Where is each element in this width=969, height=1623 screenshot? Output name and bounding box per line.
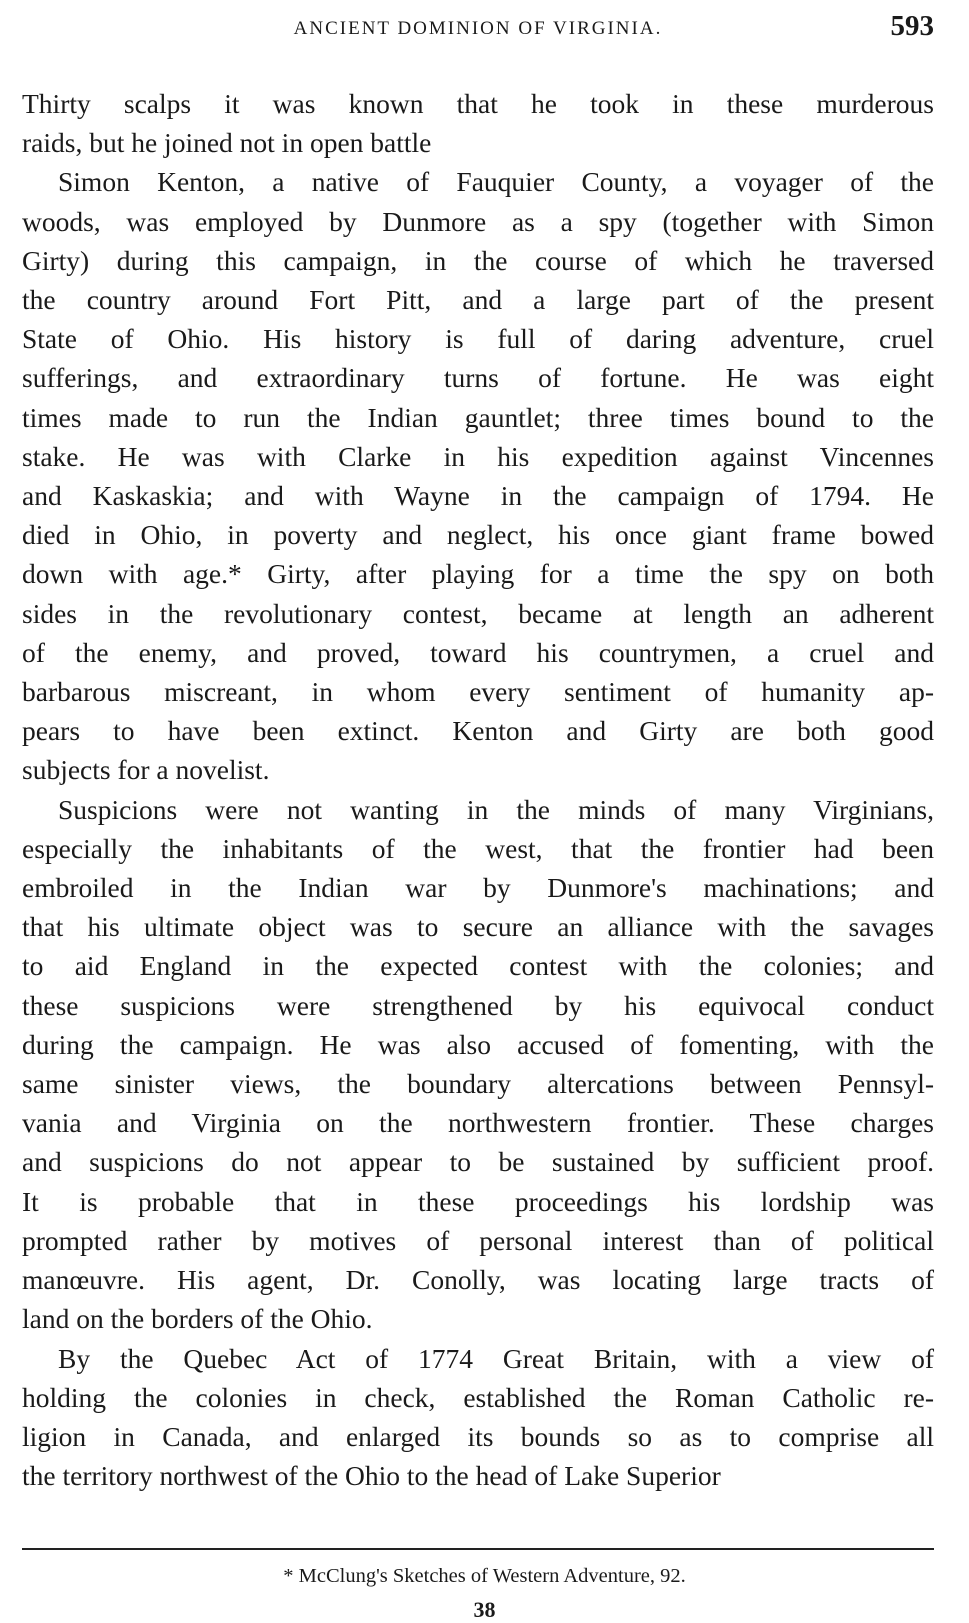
text-line: to aid England in the expected contest with the colonies; and <box>22 950 934 982</box>
text-line: died in Ohio, in poverty and neglect, his once giant frame bowed <box>22 519 934 551</box>
text-line: of the enemy, and proved, toward his countrymen, a cruel and <box>22 636 934 668</box>
footnote-rule <box>22 1548 934 1550</box>
book-page <box>22 8 934 1495</box>
text-line: State of Ohio. His history is full of daring adventure, cruel <box>22 323 934 355</box>
text-line: ligion in Canada, and enlarged its bounds so as to comprise all <box>22 1420 934 1452</box>
text-line: Simon Kenton, a native of Fauquier County, a voyager of the <box>58 166 934 198</box>
text-line: manœuvre. His agent, Dr. Conolly, was locating large tracts of <box>22 1264 934 1296</box>
paragraph <box>22 84 934 162</box>
text-line: It is probable that in these proceedings his lordship was <box>22 1185 934 1217</box>
text-line: subjects for a novelist. <box>22 754 270 786</box>
running-title: ANCIENT DOMINION OF VIRGINIA. <box>293 18 663 39</box>
text-line: and suspicions do not appear to be sustained by sufficient proof. <box>22 1146 934 1178</box>
text-line: the territory northwest of the Ohio to the head of Lake Superior <box>22 1460 721 1492</box>
text-line: prompted rather by motives of personal interest than of political <box>22 1224 934 1256</box>
page-number: 593 <box>890 10 934 42</box>
paragraph <box>22 790 934 1339</box>
text-line: and Kaskaskia; and with Wayne in the campaign of 1794. He <box>22 480 934 512</box>
text-line: holding the colonies in check, established the Roman Catholic re- <box>22 1381 934 1413</box>
text-line: pears to have been extinct. Kenton and Girty are both good <box>22 715 934 747</box>
text-line: times made to run the Indian gauntlet; three times bound to the <box>22 401 934 433</box>
text-line: that his ultimate object was to secure an alliance with the savages <box>22 911 934 943</box>
paragraph <box>22 1339 934 1496</box>
text-line: Suspicions were not wanting in the minds of many Virginians, <box>58 793 934 825</box>
text-line: barbarous miscreant, in whom every sentiment of humanity ap- <box>22 676 934 708</box>
text-line: down with age.* Girty, after playing for a time the spy on both <box>22 558 934 590</box>
text-line: land on the borders of the Ohio. <box>22 1303 373 1335</box>
footnote: * McClung's Sketches of Western Adventure, 92. <box>283 1565 686 1587</box>
text-line: stake. He was with Clarke in his expedition against Vincennes <box>22 440 934 472</box>
text-line: especially the inhabitants of the west, that the frontier had been <box>22 832 934 864</box>
text-line: Girty) during this campaign, in the course of which he traversed <box>22 244 934 276</box>
signature-mark: 38 <box>473 1597 496 1622</box>
body-text <box>22 84 934 1495</box>
text-line: By the Quebec Act of 1774 Great Britain, with a view of <box>58 1342 934 1374</box>
text-line: the country around Fort Pitt, and a large part of the present <box>22 284 934 316</box>
text-line: same sinister views, the boundary altercations between Pennsyl- <box>22 1068 934 1100</box>
text-line: during the campaign. He was also accused of fomenting, with the <box>22 1028 934 1060</box>
text-line: embroiled in the Indian war by Dunmore's machinations; and <box>22 872 934 904</box>
text-line: sufferings, and extraordinary turns of fortune. He was eight <box>22 362 934 394</box>
text-line: woods, was employed by Dunmore as a spy (together with Simon <box>22 205 934 237</box>
text-line: Thirty scalps it was known that he took in these murderous <box>22 88 934 119</box>
text-line: vania and Virginia on the northwestern frontier. These charges <box>22 1107 934 1139</box>
running-head <box>22 8 934 48</box>
text-line: raids, but he joined not in open battle <box>22 127 432 159</box>
paragraph <box>22 162 934 789</box>
text-line: these suspicions were strengthened by his equivocal conduct <box>22 989 934 1021</box>
text-line: sides in the revolutionary contest, became at length an adherent <box>22 597 934 629</box>
